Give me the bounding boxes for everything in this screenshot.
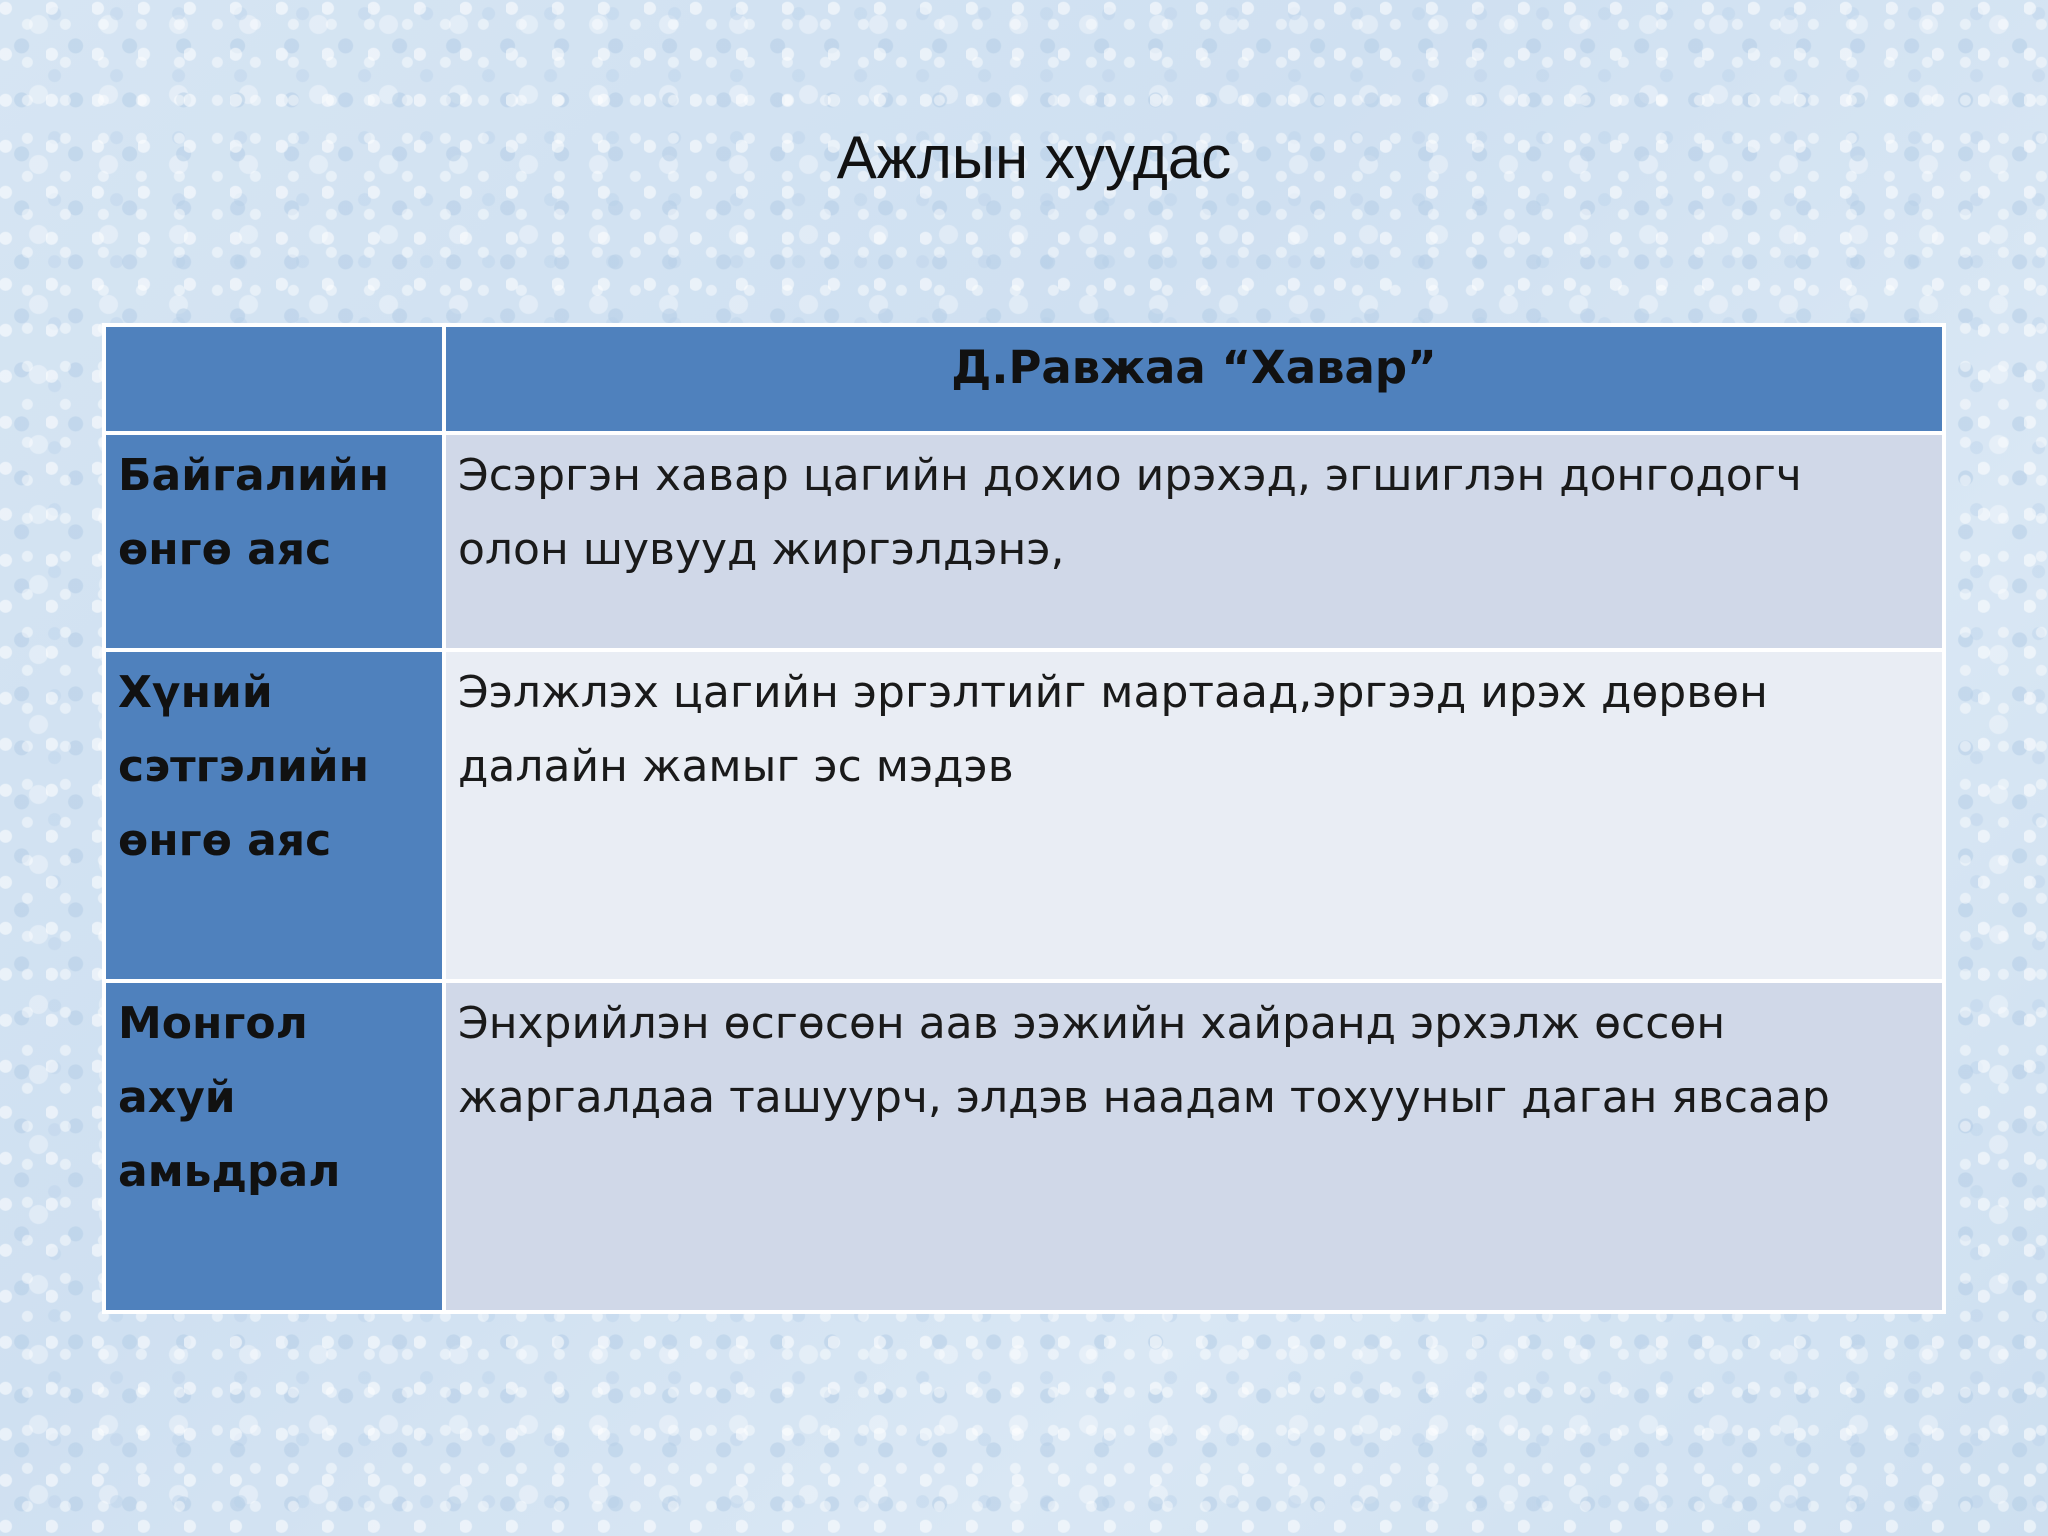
slide-title: Ажлын хуудас bbox=[836, 124, 1232, 191]
row-label-mongol-life: Монгол ахуй амьдрал bbox=[104, 981, 444, 1312]
row-text-mongol-life: Энхрийлэн өсгөсөн аав ээжийн хайранд эрхэлж өссөн жаргалдаа ташуурч, элдэв наадам тохууныг даган явсаар bbox=[444, 981, 1944, 1312]
header-poem-title: Д.Равжаа “Хавар” bbox=[444, 325, 1944, 433]
row-text-human-mood: Ээлжлэх цагийн эргэлтийг мартаад,эргээд ирэх дөрвөн далайн жамыг эс мэдэв bbox=[444, 650, 1944, 981]
row-text-nature-mood: Эсэргэн хавар цагийн дохио ирэхэд, эгшиглэн донгодогч олон шувууд жиргэлдэнэ, bbox=[444, 433, 1944, 650]
table-header-row bbox=[104, 325, 1944, 433]
row-label-nature-mood: Байгалийн өнгө аяс bbox=[104, 433, 444, 650]
worksheet-table bbox=[102, 323, 1946, 1314]
table-row bbox=[104, 981, 1944, 1312]
row-label-human-mood: Хүний сэтгэлийн өнгө аяс bbox=[104, 650, 444, 981]
header-corner-cell bbox=[104, 325, 444, 433]
table-row bbox=[104, 433, 1944, 650]
table-row bbox=[104, 650, 1944, 981]
